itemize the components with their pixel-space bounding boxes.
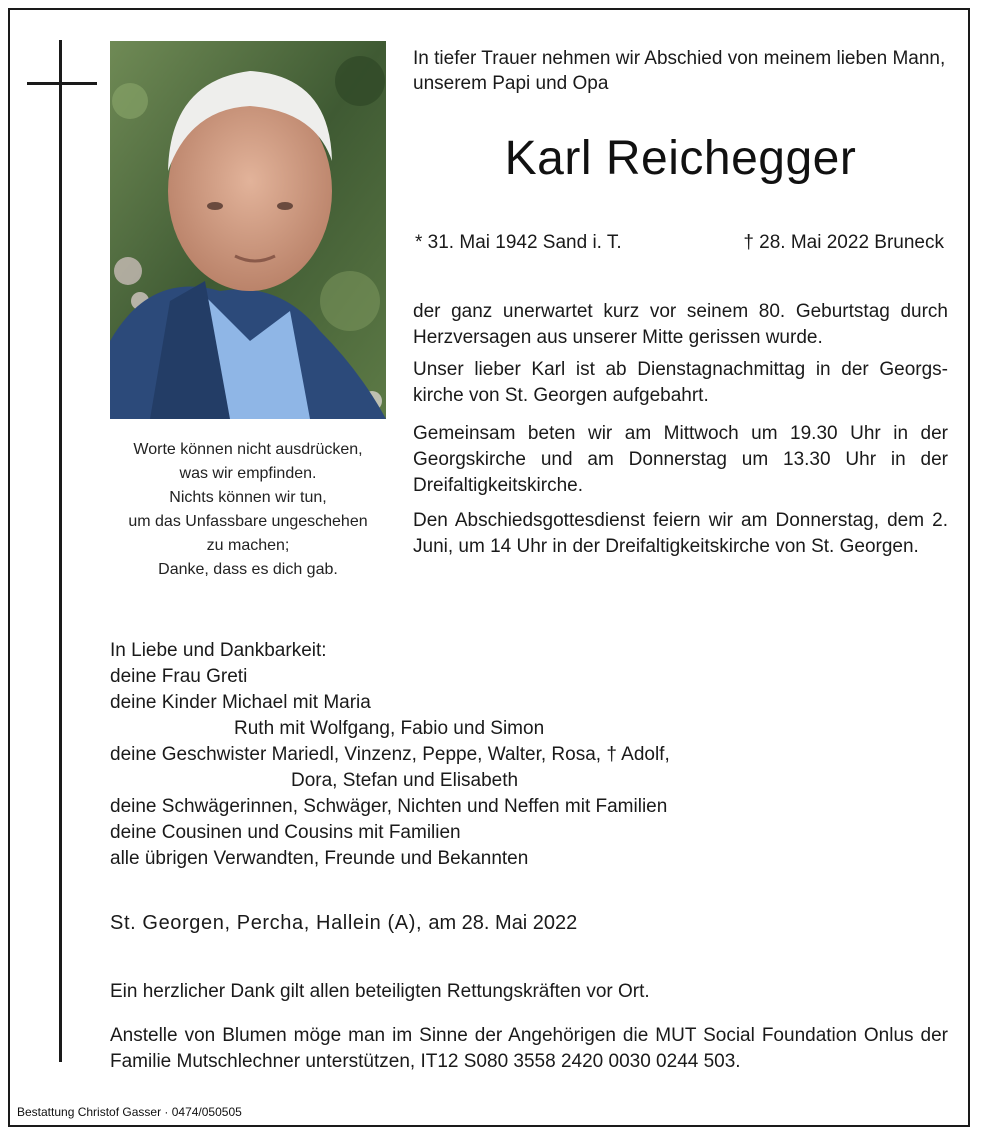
death-date: † 28. Mai 2022 Bruneck xyxy=(743,232,944,253)
intro-text: In tiefer Trauer nehmen wir Abschied von meinem lieben Mann, unserem Papi und Opa xyxy=(413,48,946,94)
family-line: deine Cousinen und Cousins mit Familien xyxy=(110,822,461,843)
places: St. Georgen, Percha, Hallein (A), xyxy=(110,912,423,934)
cross-icon-horizontal xyxy=(27,82,97,85)
thanks-text: Ein herzlicher Dank gilt allen beteiligten Rettungskräften vor Ort. xyxy=(110,981,650,1002)
poem-line: Worte können nicht ausdrücken, xyxy=(133,441,363,458)
family-line: deine Kinder Michael mit Maria xyxy=(110,692,371,713)
place-date xyxy=(110,912,577,935)
poem xyxy=(100,438,396,582)
notice-date: am 28. Mai 2022 xyxy=(428,912,578,934)
family-line: Ruth mit Wolfgang, Fabio und Simon xyxy=(234,718,545,739)
cross-icon-vertical xyxy=(59,40,62,1062)
paragraph-prayer: Gemeinsam beten wir am Mittwoch um 19.30 Uhr in der Georgskirche und am Donnerstag um 13.30 Uhr in der Dreifaltigkeitskirche. xyxy=(413,423,948,496)
deceased-name: Karl Reichegger xyxy=(504,132,857,185)
paragraph-viewing: Unser lieber Karl ist ab Dienstagnachmittag in der Georgs-kirche von St. Georgen aufgebahrt. xyxy=(413,359,948,406)
birth-date: * 31. Mai 1942 Sand i. T. xyxy=(415,232,622,253)
poem-line: was wir empfinden. xyxy=(179,465,317,482)
life-dates xyxy=(413,232,948,258)
family-line: deine Frau Greti xyxy=(110,666,248,687)
family-line: alle übrigen Verwandten, Freunde und Bekannten xyxy=(110,848,529,869)
family-heading: In Liebe und Dankbarkeit: xyxy=(110,640,327,661)
donation-text: Anstelle von Blumen möge man im Sinne der Angehörigen die MUT Social Foundation Onlus der Familie Mutschlechner unterstützen, IT12 S080 3558 2420 0030 0244 503. xyxy=(110,1025,948,1072)
family-line: deine Schwägerinnen, Schwäger, Nichten und Neffen mit Familien xyxy=(110,796,668,817)
portrait-photo xyxy=(110,41,386,419)
family-line: deine Geschwister Mariedl, Vinzenz, Peppe, Walter, Rosa, † Adolf, xyxy=(110,744,670,765)
paragraph-funeral-mass: Den Abschiedsgottesdienst feiern wir am Donnerstag, dem 2. Juni, um 14 Uhr in der Dreifaltigkeitskirche von St. Georgen. xyxy=(413,510,948,557)
paragraph-death: der ganz unerwartet kurz vor seinem 80. Geburtstag durch Herzversagen aus unserer Mitte gerissen wurde. xyxy=(413,301,948,348)
poem-line: zu machen; xyxy=(206,537,290,554)
funeral-home: Bestattung Christof Gasser · 0474/050505 xyxy=(17,1105,242,1119)
family-list xyxy=(110,638,670,872)
poem-line: Nichts können wir tun, xyxy=(169,489,327,506)
poem-line: um das Unfassbare ungeschehen xyxy=(128,513,368,530)
poem-line: Danke, dass es dich gab. xyxy=(158,561,338,578)
family-line: Dora, Stefan und Elisabeth xyxy=(291,770,519,791)
